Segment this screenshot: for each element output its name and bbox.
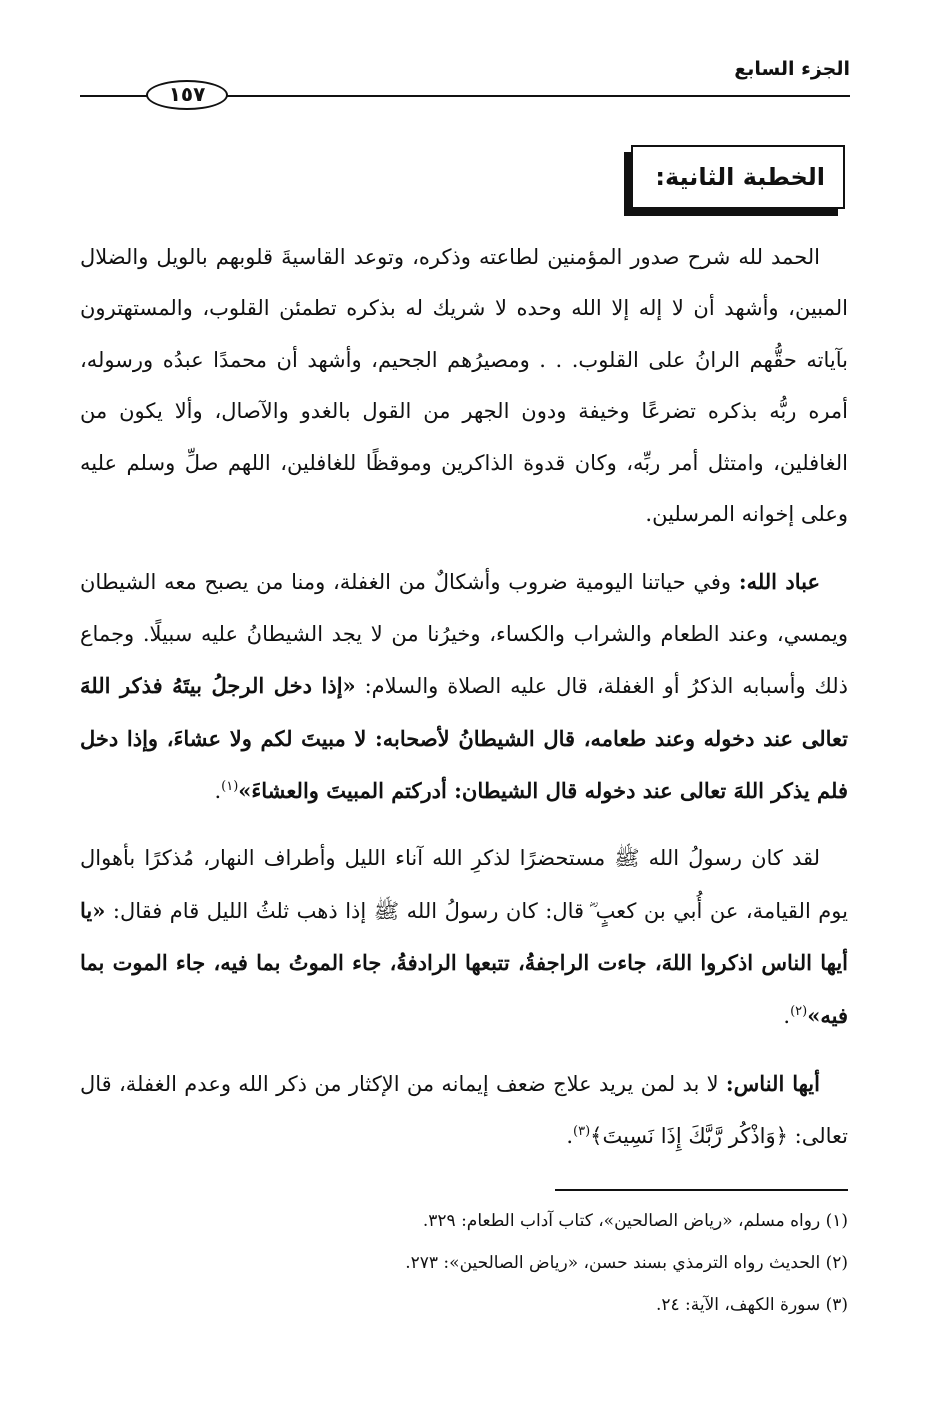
page-number: ١٥٧ [146, 80, 228, 110]
body-text [80, 232, 848, 1178]
footnote-ref-2: (٢) [790, 1003, 808, 1019]
paragraph-servants [80, 556, 848, 817]
paragraph-opening [80, 232, 848, 540]
hadith-quote: «يا أيها الناس اذكروا اللهَ، جاءت الراجفةُ، تتبعها الرادفةُ، جاء الموتُ بما فيه، جاء الموت بما فيه» [80, 897, 848, 1028]
paragraph-people [80, 1058, 848, 1162]
footnotes [80, 1200, 848, 1326]
sentence-end: . [214, 779, 222, 804]
paragraph-text: لقد كان رسولُ الله ﷺ مستحضرًا لذكرِ الله آناء الليل وأطراف النهار، مُذكرًا بأهوال يوم القيامة، عن أُبي بن كعبٍ ؓ قال: كان رسولُ الله ﷺ إذا ذهب ثلثُ الليل قام فقال: [80, 846, 848, 923]
paragraph-text: لا بد لمن يريد علاج ضعف إيمانه من الإكثار من ذكر الله وعدم الغفلة، قال تعالى: [80, 1072, 848, 1148]
footnote-2: (٢) الحديث رواه الترمذي بسند حسن، «رياض الصالحين»: ٢٧٣. [405, 1253, 848, 1273]
footnote-ref-1: (١) [221, 779, 239, 795]
sentence-end: . [783, 1003, 791, 1028]
hadith-quote: «إذا دخل الرجلُ بيتَهُ فذكر اللهَ تعالى عند دخوله وعند طعامه، قال الشيطانُ لأصحابه: لا مبيتَ لكم ولا عشاءَ، وإذا دخل فلم يذكر اللهَ تعالى عند دخوله قال الشيطان: أدركتم المبيتَ والعشاءَ» [80, 673, 848, 804]
paragraph-text: وفي حياتنا اليومية ضروب وأشكالٌ من الغفلة، ومنا من يصبح معه الشيطان ويمسي، وعند الطعام والشراب والكساء، وخيرُنا من لا يجد الشيطانُ عليه سبيلًا. وجماع ذلك وأسبابه الذكرُ أو الغفلة، قال عليه الصلاة والسلام: [80, 570, 848, 699]
running-header: الجزء السابع [734, 58, 850, 80]
paragraph-text: الحمد لله شرح صدور المؤمنين لطاعته وذكره، وتوعد القاسيةَ قلوبهم بالويل والضلال المبين، وأشهد أن لا إله إلا الله وحده لا شريك له بذكره تطمئن القلوب، والمستهترون بآياته حقُّهم الرانُ على القلوب. . . ومصيرُهم الجحيم، وأشهد أن محمدًا عبدُه ورسوله، أمره ربُّه بذكره تضرعًا وخيفة ودون الجهر من القول بالغدو والآصال، وألا يكون من الغافلين، وامتثل أمر ربِّه، وكان قدوة الذاكرين وموقظًا للغافلين، اللهم صلِّ وسلم عليه وعلى إخوانه المرسلين. [80, 245, 848, 527]
page-header [80, 52, 850, 112]
quran-verse: ﴿وَاذْكُر رَّبَّكَ إِذَا نَسِيتَ﴾ [590, 1123, 788, 1148]
paragraph-lead: أيها الناس: [725, 1071, 820, 1097]
footnote-1: (١) رواه مسلم، «رياض الصالحين»، كتاب آداب الطعام: ٣٢٩. [422, 1211, 848, 1231]
sentence-end: . [566, 1123, 574, 1148]
section-title: الخطبة الثانية: [631, 145, 845, 209]
footnote-rule [555, 1189, 848, 1191]
paragraph-lead: عباد الله: [738, 569, 821, 595]
paragraph-prophet [80, 833, 848, 1042]
footnote-3: (٣) سورة الكهف، الآية: ٢٤. [655, 1295, 848, 1315]
footnote-ref-3: (٣) [573, 1123, 591, 1139]
